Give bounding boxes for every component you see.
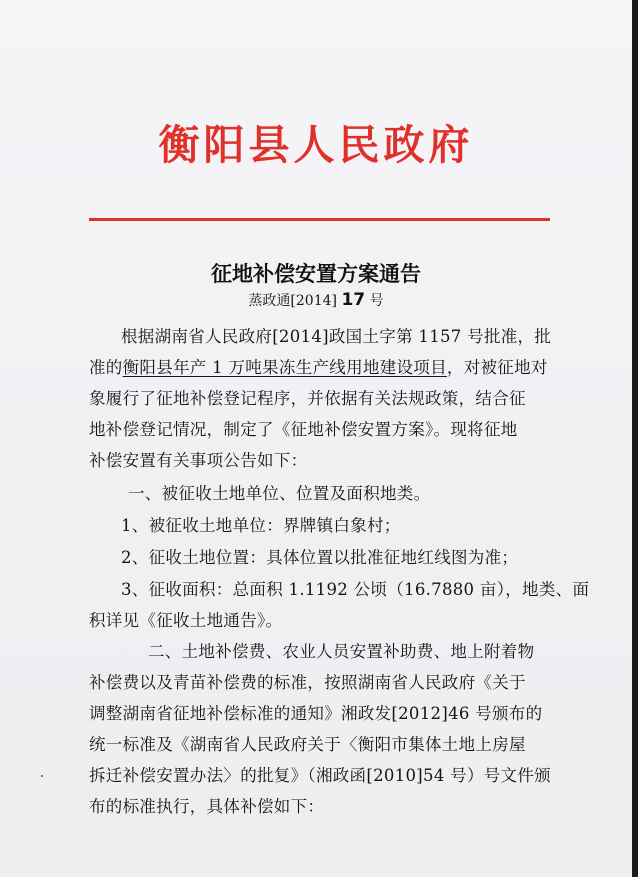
section-1-heading: 一、被征收土地单位、位置及面积地类。	[128, 484, 431, 503]
section-1-item-2: 2、征收土地位置：具体位置以批准征地红线图为准；	[121, 548, 519, 567]
section-2-heading: 二、土地补偿费、农业人员安置补助费、地上附着物	[148, 642, 535, 661]
section-2-line-3: 调整湖南省征地补偿标准的通知》湘政发[2012]46 号颁布的	[89, 704, 543, 723]
body-line-3: 象履行了征地补偿登记程序，并依据有关法规政策，结合征	[89, 389, 526, 408]
section-1-item-3-cont: 积详见《征收土地通告》。	[89, 611, 283, 630]
government-header-title: 衡阳县人民政府	[158, 121, 474, 169]
body-line-4: 地补偿登记情况，制定了《征地补偿安置方案》。现将征地	[89, 420, 518, 439]
project-name: 衡阳县年产 1 万吨果冻生产线用地建设项目	[122, 358, 447, 377]
body-line-2a: 准的	[89, 358, 123, 377]
section-1-item-1: 1、被征收土地单位：界牌镇白象村；	[121, 516, 401, 535]
body-line-2	[89, 354, 548, 378]
section-2-line-6: 布的标准执行，具体补偿如下：	[89, 797, 325, 816]
section-2-line-5: 拆迁补偿安置办法〉的批复》（湘政函[2010]54 号）号文件颁	[89, 766, 551, 785]
document-number-prefix: 蒸政通[2014]	[248, 293, 337, 309]
body-line-1: 根据湖南省人民政府[2014]政国土字第 1157 号批准，批	[121, 327, 552, 346]
document-number-value: 17	[341, 290, 366, 310]
red-header-rule	[89, 218, 550, 221]
notice-title: 征地补偿安置方案通告	[211, 262, 421, 286]
body-line-5: 补偿安置有关事项公告如下：	[89, 451, 308, 470]
section-2-line-4: 统一标准及《湖南省人民政府关于〈衡阳市集体土地上房屋	[89, 735, 526, 754]
section-1-item-3: 3、征收面积：总面积 1.1192 公顷（16.7880 亩），地类、面	[121, 580, 590, 599]
document-number-suffix: 号	[369, 293, 384, 309]
document-number	[0, 290, 632, 310]
scan-speck	[41, 775, 43, 777]
section-2-line-2: 补偿费以及青苗补偿费的标准，按照湖南省人民政府《关于	[89, 673, 526, 692]
body-line-2c: ，对被征地对	[446, 358, 548, 377]
